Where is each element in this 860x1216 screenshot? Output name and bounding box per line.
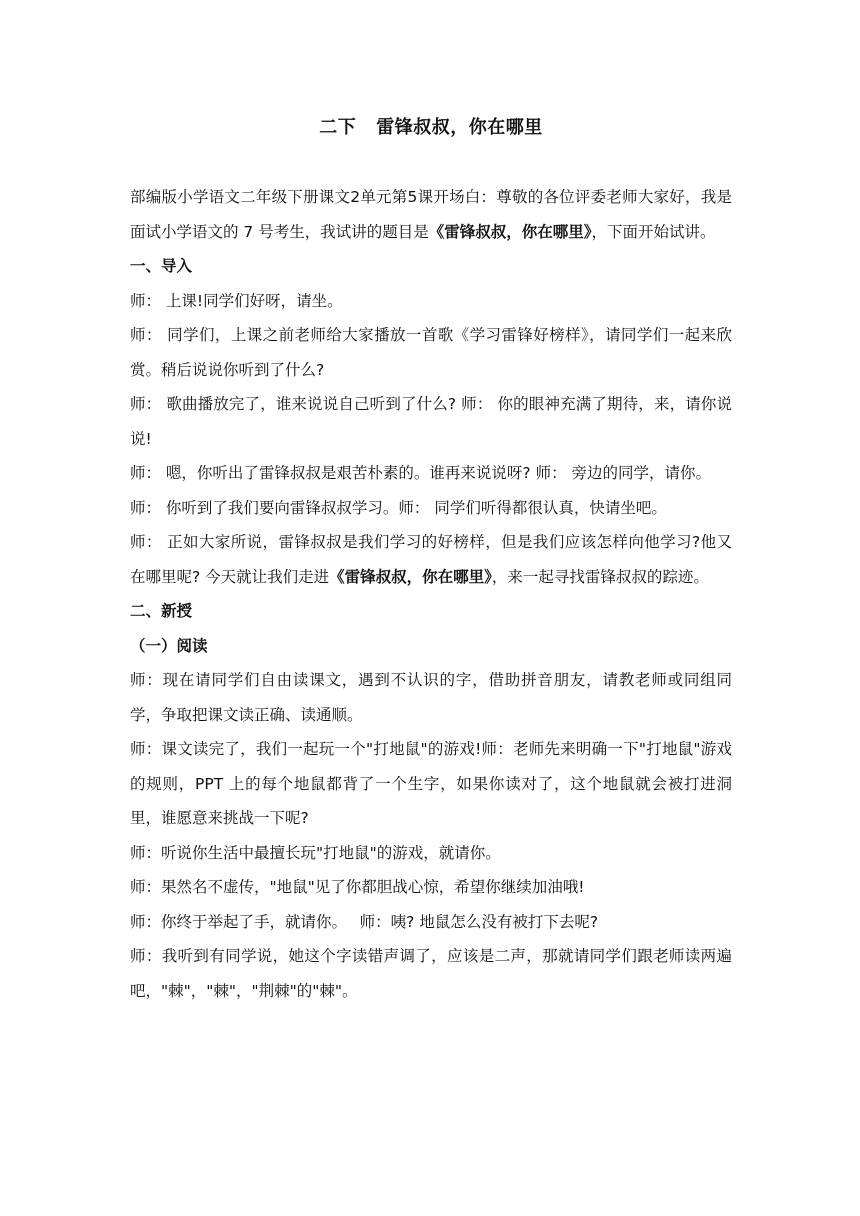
- title-grade: 二下: [319, 117, 357, 138]
- lesson-title-bold: 《雷锋叔叔，你在哪里》: [329, 567, 492, 586]
- document-page: [130, 110, 732, 1008]
- paragraph: [130, 525, 732, 594]
- document-title: [130, 110, 732, 146]
- paragraph: 师： 嗯，你听出了雷锋叔叔是艰苦朴素的。谁再来说说呀? 师： 旁边的同学，请你。: [130, 464, 712, 482]
- paragraph: 师：你终于举起了手，就请你。 师：咦? 地鼠怎么没有被打下去呢?: [130, 912, 599, 931]
- paragraph: 师：现在请同学们自由读课文，遇到不认识的字，借助拼音朋友，请教老师或同组同学，争取把课文读正确、读通顺。: [130, 671, 732, 724]
- title-lesson: 雷锋叔叔，你在哪里: [376, 117, 543, 138]
- intro-lesson-title: 《雷锋叔叔，你在哪里》: [428, 222, 592, 241]
- paragraph: 师：我听到有同学说，她这个字读错声调了，应该是二声，那就请同学们跟老师读两遍吧，"棘"，"棘"，"荆棘"的"棘"。: [130, 947, 732, 1000]
- intro-text-end: ，下面开始试讲。: [591, 222, 716, 241]
- paragraph: 师： 同学们，上课之前老师给大家播放一首歌《学习雷锋好榜样》，请同学们一起来欣赏。稍后说说你听到了什么?: [130, 326, 732, 379]
- section-heading-new: 二、新授: [130, 602, 193, 620]
- paragraph: 师：课文读完了，我们一起玩一个"打地鼠"的游戏!师：老师先来明确一下"打地鼠"游戏的规则，PPT 上的每个地鼠都背了一个生字，如果你读对了，这个地鼠就会被打进洞里，谁愿意来挑战一下呢?: [130, 740, 732, 827]
- paragraph-text: 师： 正如大家所说，雷锋叔叔是我们学习的好榜样，但是我们应该怎样向他学习?他又在哪里呢? 今天就让我们走进: [130, 533, 732, 586]
- paragraph: 师：听说你生活中最擅长玩"打地鼠"的游戏，就请你。: [130, 843, 501, 862]
- section-heading-intro: 一、导入: [130, 257, 193, 275]
- paragraph: 师：果然名不虚传，"地鼠"见了你都胆战心惊，希望你继续加油哦!: [130, 878, 585, 896]
- intro-text: 部编版小学语文二年级下册课文2单元第5课开场白：尊敬的各位评委老师大家好，我是面试小学语文的 7 号考生，我试讲的题目是: [130, 188, 732, 241]
- paragraph-text-end: ，来一起寻找雷锋叔叔的踪迹。: [491, 567, 709, 586]
- paragraph: 师： 歌曲播放完了，谁来说说自己听到了什么? 师： 你的眼神充满了期待，来，请你说说!: [130, 395, 732, 448]
- intro-paragraph: [130, 180, 732, 249]
- paragraph: 师： 上课!同学们好呀，请坐。: [130, 291, 343, 310]
- subheading-reading: （一）阅读: [130, 636, 208, 655]
- paragraph: 师： 你听到了我们要向雷锋叔叔学习。师： 同学们听得都很认真，快请坐吧。: [130, 498, 667, 517]
